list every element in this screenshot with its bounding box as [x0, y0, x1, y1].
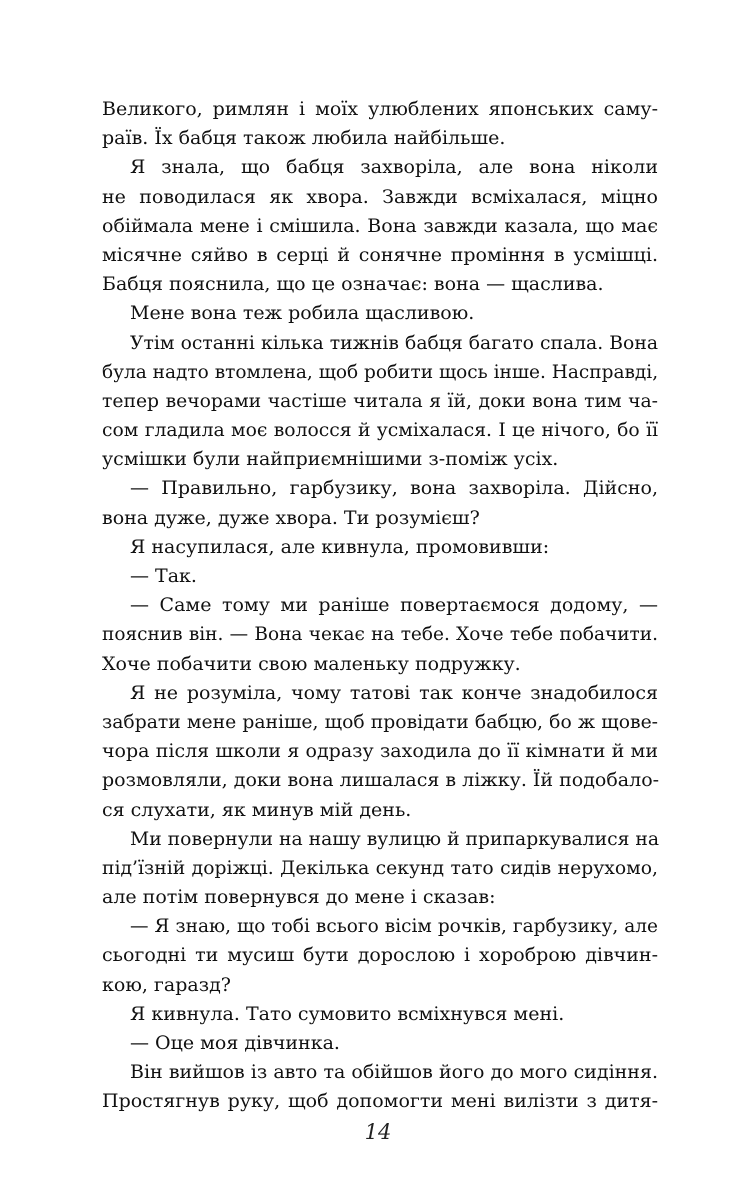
text-line: — Правильно, гарбузику, вона захворіла. Дійсно,	[130, 477, 658, 500]
text-line: Бабця пояснила, що це означає: вона — щаслива.	[102, 273, 604, 296]
text-line: Я не розуміла, чому татові так конче знадобилося	[130, 681, 658, 704]
text-line: тепер вечорами частіше читала я їй, доки вона тим ча-	[102, 390, 658, 412]
text-line: сом гладила моє волосся й усміхалася. І це нічого, бо її	[102, 420, 658, 442]
text-line: сьогодні ти мусиш бути дорослою і хороброю дівчин-	[102, 944, 658, 967]
text-line: забрати мене раніше, щоб провідати бабцю, бо ж щове-	[102, 711, 658, 733]
text-line: розмовляли, доки вона лишалася в ліжку. Їй подобало-	[102, 769, 660, 792]
text-line: Ми повернули на нашу вулицю й припаркувалися на	[130, 828, 660, 850]
text-line: — Оце моя дівчинка.	[130, 1032, 340, 1054]
text-line: Хоче побачити свою маленьку подружку.	[102, 652, 521, 675]
text-line: під’їзній доріжці. Декілька секунд тато сидів нерухомо,	[102, 857, 658, 879]
text-line: Я знала, що бабця захворіла, але вона ніколи	[130, 156, 658, 179]
text-line: Я насупилася, але кивнула, промовивши:	[130, 535, 550, 558]
text-line: не поводилася як хвора. Завжди всміхалася, міцно	[102, 185, 658, 208]
text-line: ся слухати, як минув мій день.	[102, 798, 412, 821]
page-number: 14	[364, 1120, 392, 1144]
text-line: місячне сяйво в серці й сонячне проміння в усмішці.	[102, 243, 658, 266]
text-line: чора після школи я одразу заходила до її кімнати й ми	[102, 740, 658, 763]
body-text	[102, 95, 658, 1117]
text-line: кою, гаразд?	[102, 973, 231, 996]
text-line: усмішки були найприємнішими з-поміж усіх.	[102, 448, 559, 471]
text-line: була надто втомлена, щоб робити щось інше. Насправді,	[102, 361, 659, 383]
text-line: але потім повернувся до мене і сказав:	[102, 886, 496, 909]
text-line: пояснив він. — Вона чекає на тебе. Хоче тебе побачити.	[102, 624, 658, 646]
text-line: — Так.	[130, 565, 197, 587]
text-line: Великого, римлян і моїх улюблених японських саму-	[102, 98, 658, 120]
text-line: Він вийшов із авто та обійшов його до мого сидіння.	[130, 1061, 658, 1084]
text-line: Мене вона теж робила щасливою.	[130, 302, 475, 325]
text-line: Я кивнула. Тато сумовито всміхнувся мені.	[130, 1002, 565, 1025]
text-line: вона дуже, дуже хвора. Ти розумієш?	[102, 506, 480, 529]
text-line: Простягнув руку, щоб допомогти мені вилізти з дитя-	[102, 1090, 658, 1113]
text-line: — Саме тому ми раніше повертаємося додому, —	[130, 594, 658, 617]
text-line: обіймала мене і смішила. Вона завжди казала, що має	[102, 214, 658, 237]
text-line: Утім останні кілька тижнів бабця багато спала. Вона	[130, 332, 658, 354]
text-line: — Я знаю, що тобі всього вісім рочків, гарбузику, але	[130, 916, 658, 938]
text-line: раїв. Їх бабця також любила найбільше.	[102, 127, 506, 150]
